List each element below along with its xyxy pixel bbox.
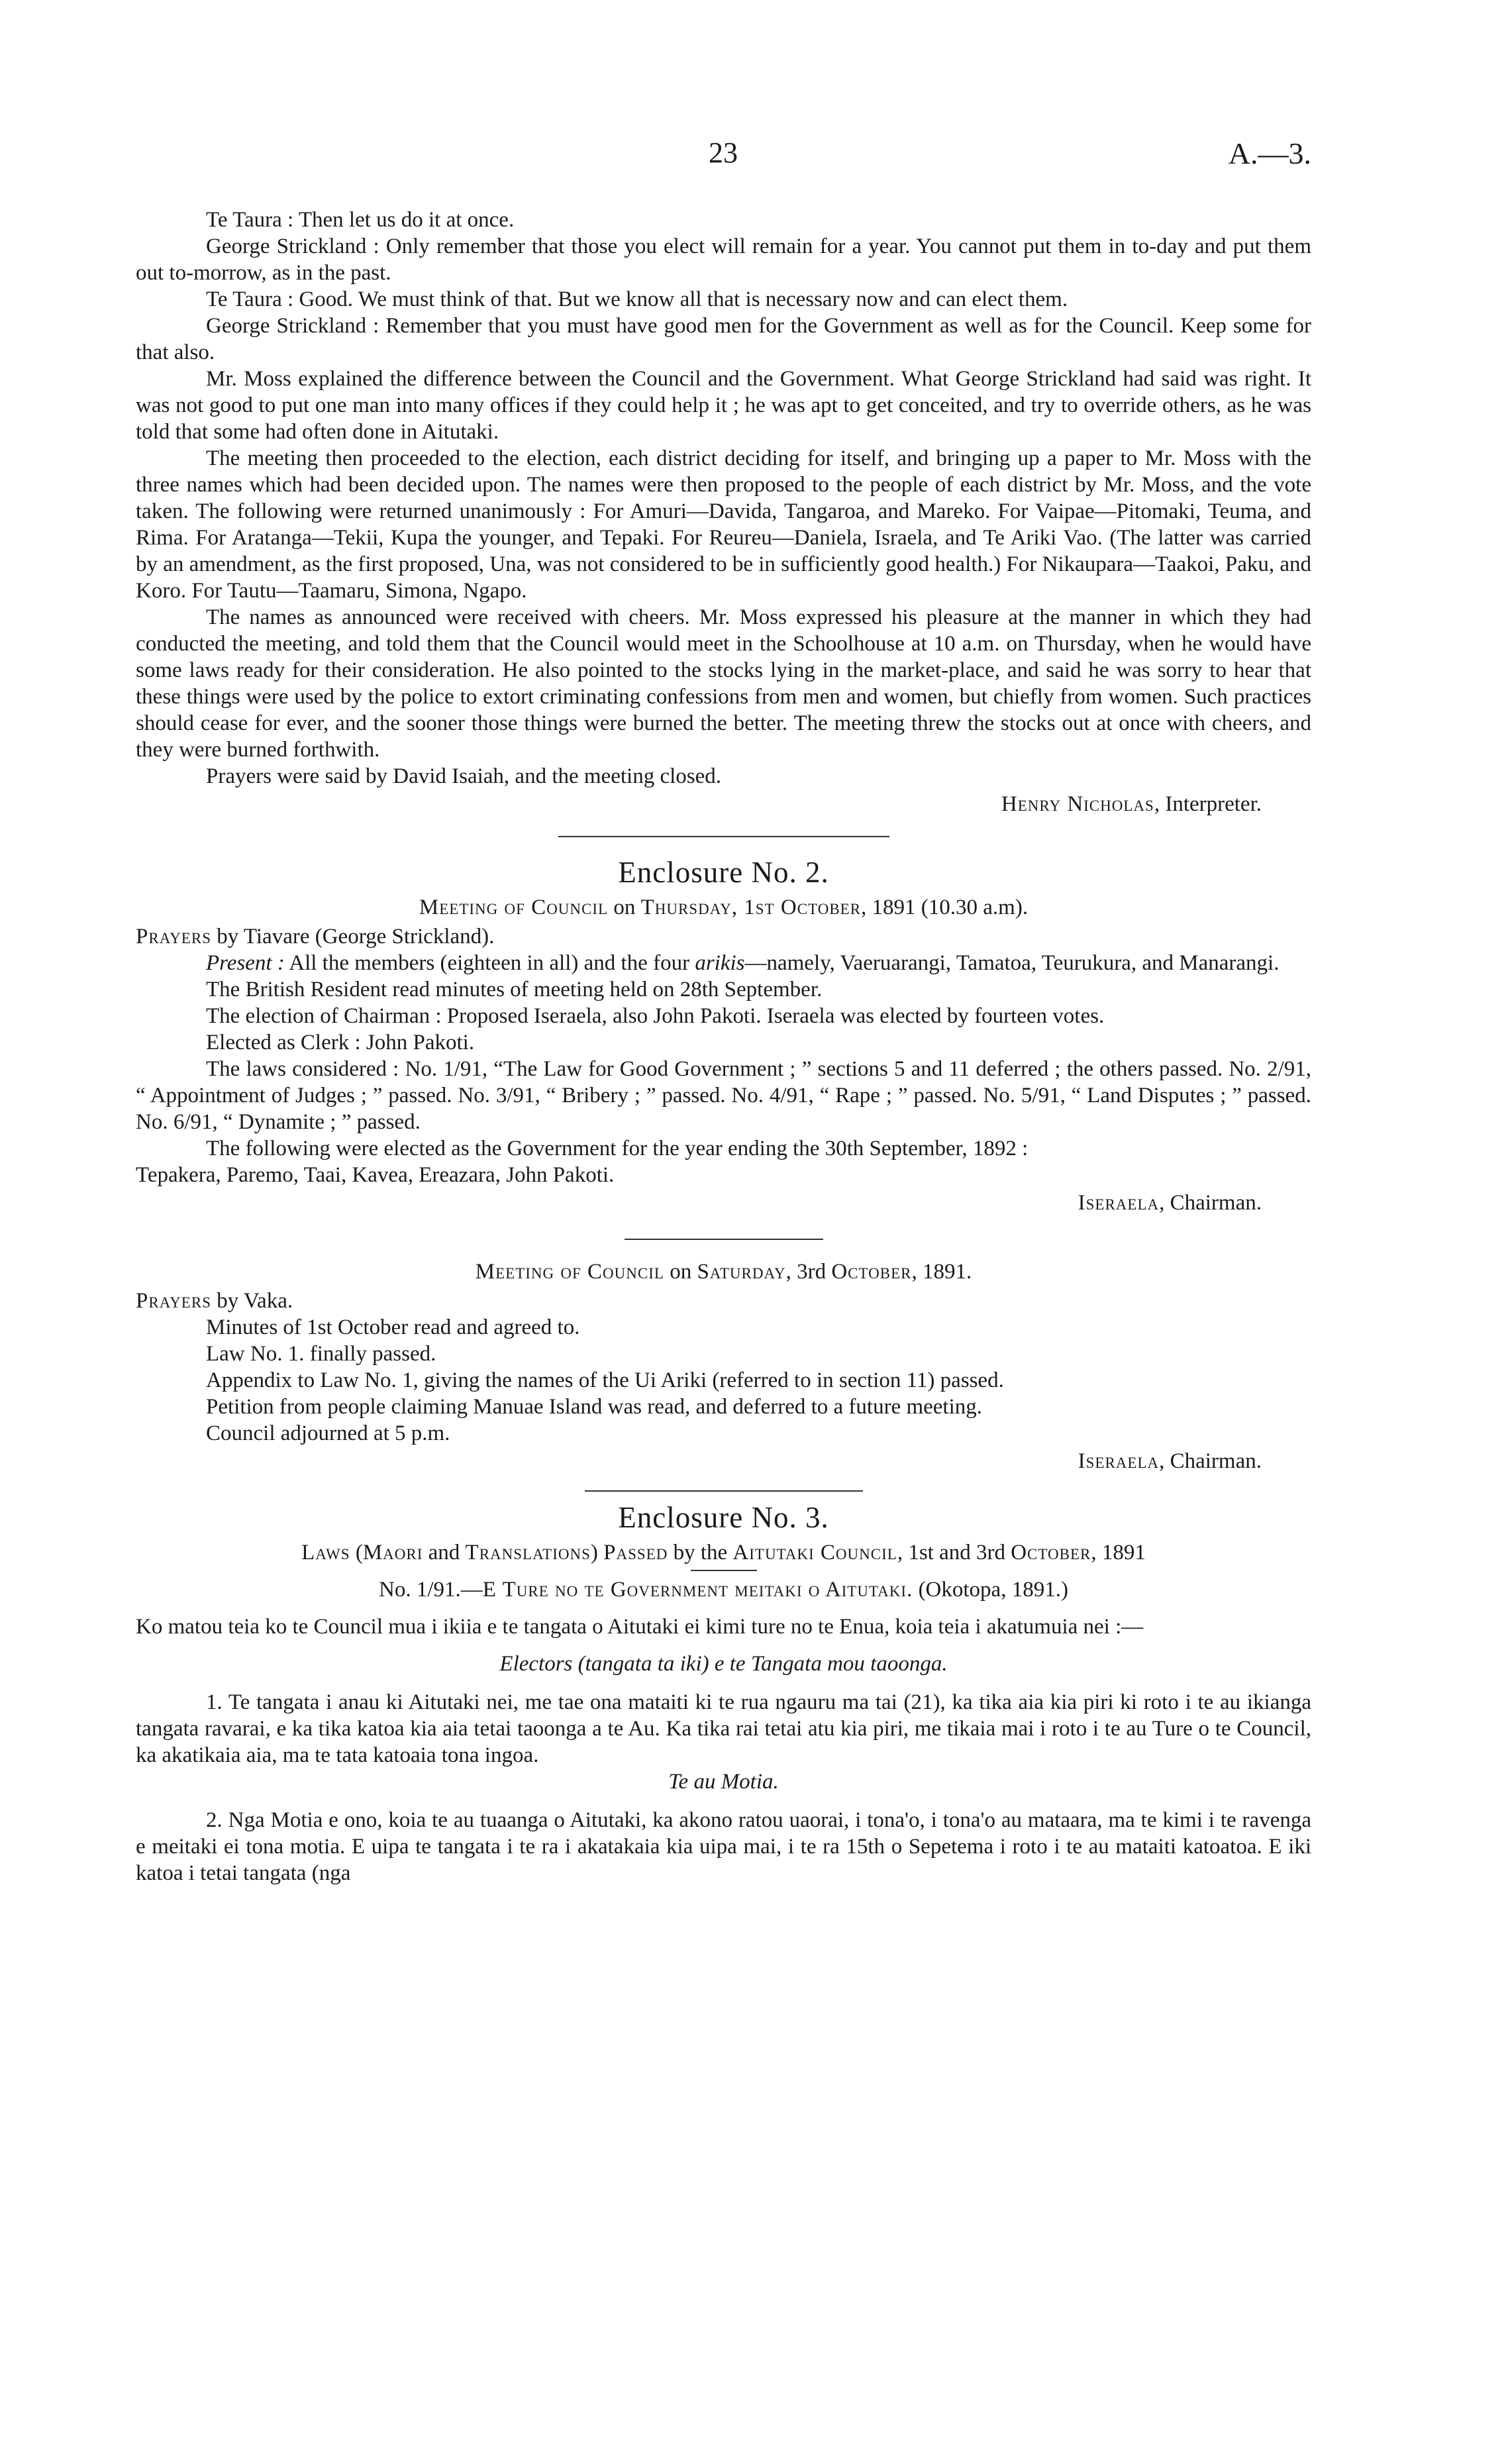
enclosure-2-title: Enclosure No. 2. bbox=[618, 856, 829, 889]
present-text: —namely, Vaeruarangi, Tamatoa, Teurukura, and Manarangi. bbox=[744, 951, 1280, 975]
present-arikis: arikis bbox=[695, 951, 745, 975]
heading-part: Laws bbox=[301, 1541, 350, 1565]
heading-part: on bbox=[664, 1260, 697, 1284]
law-title: E Ture no te Government meitaki o Aitutaki. bbox=[482, 1578, 913, 1602]
signature-interpreter bbox=[136, 791, 1311, 817]
present-text: All the members (eighteen in all) and the four bbox=[284, 951, 695, 975]
section-divider bbox=[558, 836, 889, 837]
heading-part: ( bbox=[350, 1541, 363, 1565]
section-divider bbox=[585, 1490, 863, 1492]
heading-part: Meeting of Council bbox=[475, 1260, 664, 1284]
paragraph: The British Resident read minutes of meeting held on 28th September. bbox=[206, 978, 823, 1001]
law-intro: Ko matou teia ko te Council mua i ikiia e te tangata o Aitutaki ei kimi ture no te Enua, koia teia i akatumuia nei :— bbox=[136, 1615, 1144, 1639]
prayers-line bbox=[136, 923, 1311, 950]
heading-part: October bbox=[831, 1260, 912, 1284]
heading-part: Aitutaki Council bbox=[732, 1541, 897, 1565]
heading-part: Meeting of Council bbox=[419, 896, 609, 919]
heading-part: Thursday, 1st October bbox=[640, 896, 862, 919]
paragraph: Mr. Moss explained the difference between the Council and the Government. What George Strickland had said was right. It was not good to put one man into many offices if they could help it ; he was apt to get conceited, and try to override others, as he was told that some had often done in Aitutaki. bbox=[136, 367, 1311, 444]
heading-part: October bbox=[1011, 1541, 1091, 1565]
heading-part: , 1st and 3rd bbox=[897, 1541, 1011, 1565]
present-label: Present : bbox=[206, 951, 285, 975]
list-item: Appendix to Law No. 1, giving the names of the Ui Ariki (referred to in section 11) passed. bbox=[206, 1368, 1004, 1392]
paragraph: The names as announced were received with cheers. Mr. Moss expressed his pleasure at the manner in which they had conducted the meeting, and told them that the Council would meet in the Schoolhouse at 10 a.m. on Thursday, when he would have some laws ready for their consideration. He also pointed to the stocks lying in the market-place, and said he was sorry to hear that these things were used by the police to extort criminating confessions from men and women, but chiefly from women. Such practices should cease for ever, and the sooner those things were burned the better. The meeting threw the stocks out at once with cheers, and they were burned forthwith. bbox=[136, 605, 1311, 762]
prayers-label: Prayers bbox=[136, 1289, 211, 1313]
prayers-label: Prayers bbox=[136, 925, 211, 949]
paragraph: George Strickland : Only remember that those you elect will remain for a year. You cannot put them in to-day and put them out to-morrow, as in the past. bbox=[136, 234, 1311, 285]
signature-chairman bbox=[136, 1190, 1311, 1216]
law-subheading: Electors (tangata ta iki) e te Tangata mou taoonga. bbox=[499, 1652, 948, 1676]
heading-part: , 1891 bbox=[1091, 1541, 1146, 1565]
signature-chairman bbox=[136, 1448, 1311, 1474]
enclosure-3-title: Enclosure No. 3. bbox=[618, 1501, 829, 1534]
signature-role: , Chairman. bbox=[1159, 1449, 1262, 1473]
paragraph: The election of Chairman : Proposed Iseraela, also John Pakoti. Iseraela was elected by fourteen votes. bbox=[206, 1004, 1105, 1028]
law-number: No. 1/91.— bbox=[379, 1578, 483, 1602]
heading-part: by the bbox=[668, 1541, 733, 1565]
heading-part: Translations bbox=[465, 1541, 591, 1565]
signature-role: , Chairman. bbox=[1159, 1191, 1262, 1215]
page-number: 23 bbox=[709, 136, 738, 169]
paragraph: Prayers were said by David Isaiah, and the meeting closed. bbox=[206, 764, 721, 788]
list-item: Petition from people claiming Manuae Island was read, and deferred to a future meeting. bbox=[206, 1395, 982, 1419]
heading-part: ) bbox=[590, 1541, 604, 1565]
law-section-2: 2. Nga Motia e ono, koia te au tuaanga o Aitutaki, ka akono ratou uaorai, i tona'o, i tona'o au mataara, ma te kimi i te ravenga e meitaki ei tona motia. E uipa te tangata i te ra i akatakaia kia uipa mai, i te ra 15th o Sepetema i roto i te au mataiti katoatoa. E iki katoa i tetai tangata (nga bbox=[136, 1808, 1311, 1885]
signature-name: Iseraela bbox=[1078, 1191, 1160, 1215]
short-divider bbox=[691, 1570, 757, 1571]
signature-role: , Interpreter. bbox=[1154, 792, 1262, 816]
page-body bbox=[136, 207, 1311, 1886]
paragraph: Te Taura : Then let us do it at once. bbox=[206, 208, 515, 232]
law-date: (Okotopa, 1891.) bbox=[913, 1578, 1068, 1602]
government-list: Tepakera, Paremo, Taai, Kavea, Ereazara, John Pakoti. bbox=[136, 1163, 615, 1187]
enclosure-2-heading bbox=[136, 894, 1311, 921]
paragraph: Te Taura : Good. We must think of that. But we know all that is necessary now and can elect them. bbox=[206, 287, 1068, 311]
heading-part: , 1891 (10.30 a.m). bbox=[861, 896, 1029, 919]
prayers-text: by Tiavare (George Strickland). bbox=[211, 925, 495, 949]
signature-name: Henry Nicholas bbox=[1001, 792, 1154, 816]
list-item: Minutes of 1st October read and agreed to. bbox=[206, 1315, 580, 1339]
heading-part: , 3rd bbox=[785, 1260, 832, 1284]
heading-part: on bbox=[608, 896, 641, 919]
paragraph: George Strickland : Remember that you must have good men for the Government as well as for the Council. Keep some for that also. bbox=[136, 314, 1311, 364]
paragraph: The meeting then proceeded to the election, each district deciding for itself, and bringing up a paper to Mr. Moss with the three names which had been decided upon. The names were then proposed to the people of each district by Mr. Moss, and the vote taken. The following were returned unanimously : For Amuri—Davida, Tangaroa, and Mareko. For Vaipae—Pitomaki, Teuma, and Rima. For Aratanga—Tekii, Kupa the younger, and Tepaki. For Reureu—Daniela, Israela, and Te Ariki Vao. (The latter was carried by an amendment, as the first proposed, Una, was not considered to be in sufficiently good health.) For Nikaupara—Taakoi, Paku, and Koro. For Tautu—Taamaru, Simona, Ngapo. bbox=[136, 446, 1311, 603]
law-section-1: 1. Te tangata i anau ki Aitutaki nei, me tae ona mataiti ki te rua ngauru ma tai (21), ka tika aia kia piri ki roto i te au ikianga tangata ravarai, e ka tika katoa kia aia tetai taoonga a te Au. Ka tika rai tetai atu kia piri, me tikaia mai i roto i te au Ture o te Council, ka akatikaia aia, ma te tata katoaia tona ingoa. bbox=[136, 1690, 1311, 1767]
page-header bbox=[0, 136, 1510, 176]
document-reference: A.—3. bbox=[1228, 136, 1311, 170]
list-item: Council adjourned at 5 p.m. bbox=[206, 1421, 450, 1445]
law-title-line bbox=[136, 1576, 1311, 1603]
prayers-text: by Vaka. bbox=[211, 1289, 293, 1313]
section-divider bbox=[625, 1239, 823, 1240]
present-line bbox=[136, 950, 1311, 976]
heading-part: and bbox=[423, 1541, 466, 1565]
meeting-heading bbox=[136, 1258, 1311, 1285]
heading-part: Maori bbox=[362, 1541, 423, 1565]
paragraph: Elected as Clerk : John Pakoti. bbox=[206, 1031, 475, 1054]
enclosure-3-heading bbox=[136, 1539, 1311, 1566]
list-item: Law No. 1. finally passed. bbox=[206, 1342, 436, 1366]
signature-name: Iseraela bbox=[1078, 1449, 1160, 1473]
paragraph: The laws considered : No. 1/91, “The Law for Good Government ; ” sections 5 and 11 deferred ; the others passed. No. 2/91, “ Appointment of Judges ; ” passed. No. 3/91, “ Bribery ; ” passed. No. 4/91, “ Rape ; ” passed. No. 5/91, “ Land Disputes ; ” passed. No. 6/91, “ Dynamite ; ” passed. bbox=[136, 1057, 1311, 1134]
heading-part: , 1891. bbox=[911, 1260, 972, 1284]
heading-part: Passed bbox=[603, 1541, 668, 1565]
heading-part: Saturday bbox=[697, 1260, 786, 1284]
prayers-line bbox=[136, 1288, 1311, 1314]
paragraph: The following were elected as the Government for the year ending the 30th September, 1892 : bbox=[206, 1137, 1029, 1160]
law-subheading: Te au Motia. bbox=[668, 1770, 779, 1794]
